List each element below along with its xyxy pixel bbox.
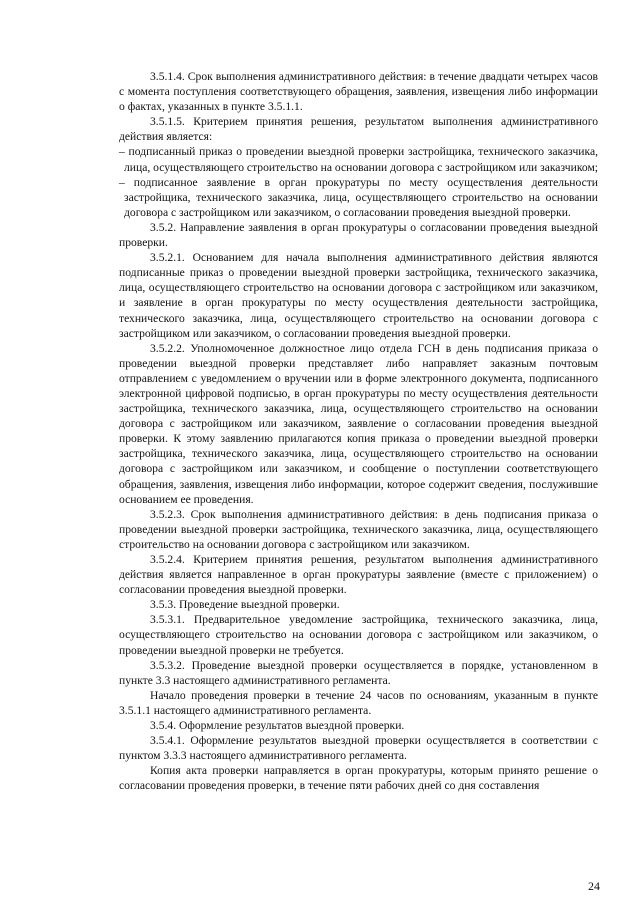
- paragraph-3-5-2-2: 3.5.2.2. Уполномоченное должностное лицо отдела ГСН в день подписания приказа о проведении выездной проверки представляет либо направляет заказным почтовым отправлением с уведомлением о вручении или в форме электронного документа, подписанного электронной цифровой подписью, в орган прокуратуры по месту осуществления деятельности застройщика, технического заказчика, лица, осуществляющего строительство на основании договора с застройщиком или заказчиком, заявление о согласовании проведения выездной проверки. К этому заявлению прилагаются копия приказа о проведении выездной проверки застройщика, технического заказчика, лица, осуществляющего строительство на основании договора с застройщиком или заказчиком, и сообщение о поступлении соответствующего обращения, заявления, извещения либо информации, которое содержит сведения, послужившие основанием ее проведения.: [119, 341, 598, 506]
- paragraph-3-5-1-5: 3.5.1.5. Критерием принятия решения, результатом выполнения административного действия является:: [119, 115, 598, 144]
- paragraph-3-5-3-1: 3.5.3.1. Предварительное уведомление застройщика, технического заказчика, лица, осуществляющего строительство на основании договора с застройщиком или заказчиком, о проведении выездной проверки не требуется.: [119, 613, 598, 657]
- paragraph-inspection-start: Начало проведения проверки в течение 24 часов по основаниям, указанным в пункте 3.5.1.1 настоящего административного регламента.: [119, 688, 598, 717]
- paragraph-3-5-2: 3.5.2. Направление заявления в орган прокуратуры о согласовании проведения выездной проверки.: [119, 220, 598, 250]
- list-item-signed-order: – подписанный приказ о проведении выездной проверки застройщика, технического заказчика, лица, осуществляющего строительство на основании договора с застройщиком или заказчиком;: [119, 145, 599, 174]
- paragraph-3-5-2-3: 3.5.2.3. Срок выполнения административного действия: в день подписания приказа о проведении выездной проверки застройщика, технического заказчика, лица, осуществляющего строительство на основании договора с застройщиком или заказчиком.: [119, 507, 598, 551]
- list-item-signed-application: – подписанное заявление в орган прокуратуры по месту осуществления деятельности застройщика, технического заказчика, лица, осуществляющего строительство на основании договора с застройщиком или заказчиком, о согласовании проведения выездной проверки.: [119, 175, 598, 219]
- paragraph-3-5-4: 3.5.4. Оформление результатов выездной проверки.: [150, 719, 405, 733]
- paragraph-inspection-act-copy: Копия акта проверки направляется в орган прокуратуры, которым принято решение о согласовании проведения проверки, в течение пяти рабочих дней со дня составления: [119, 764, 598, 793]
- paragraph-3-5-3: 3.5.3. Проведение выездной проверки.: [150, 598, 340, 612]
- paragraph-3-5-3-2: 3.5.3.2. Проведение выездной проверки осуществляется в порядке, установленном в пункте 3.3 настоящего административного регламента.: [119, 658, 598, 687]
- page-number: 24: [588, 879, 600, 893]
- paragraph-3-5-1-4: 3.5.1.4. Срок выполнения административного действия: в течение двадцати четырех часов с момента поступления соответствующего обращения, заявления, извещения либо информации о фактах, указанных в пункте 3.5.1.1.: [119, 70, 598, 114]
- document-body: [119, 69, 598, 794]
- paragraph-3-5-4-1: 3.5.4.1. Оформление результатов выездной проверки осуществляется в соответствии с пунктом 3.3.3 настоящего административного регламента.: [119, 734, 598, 763]
- paragraph-3-5-2-1: 3.5.2.1. Основанием для начала выполнения административного действия являются подписанные приказ о проведении выездной проверки застройщика, технического заказчика, лица, осуществляющего строительство на основании договора с застройщиком или заказчиком, и заявление в орган прокуратуры по месту осуществления деятельности застройщика, технического заказчика, лица, осуществляющего строительство на основании договора с застройщиком или заказчиком, о согласовании проведения выездной проверки.: [119, 251, 598, 340]
- paragraph-3-5-2-4: 3.5.2.4. Критерием принятия решения, результатом выполнения административного действия является направленное в орган прокуратуры заявление (вместе с приложением) о согласовании проведения выездной проверки.: [119, 553, 598, 597]
